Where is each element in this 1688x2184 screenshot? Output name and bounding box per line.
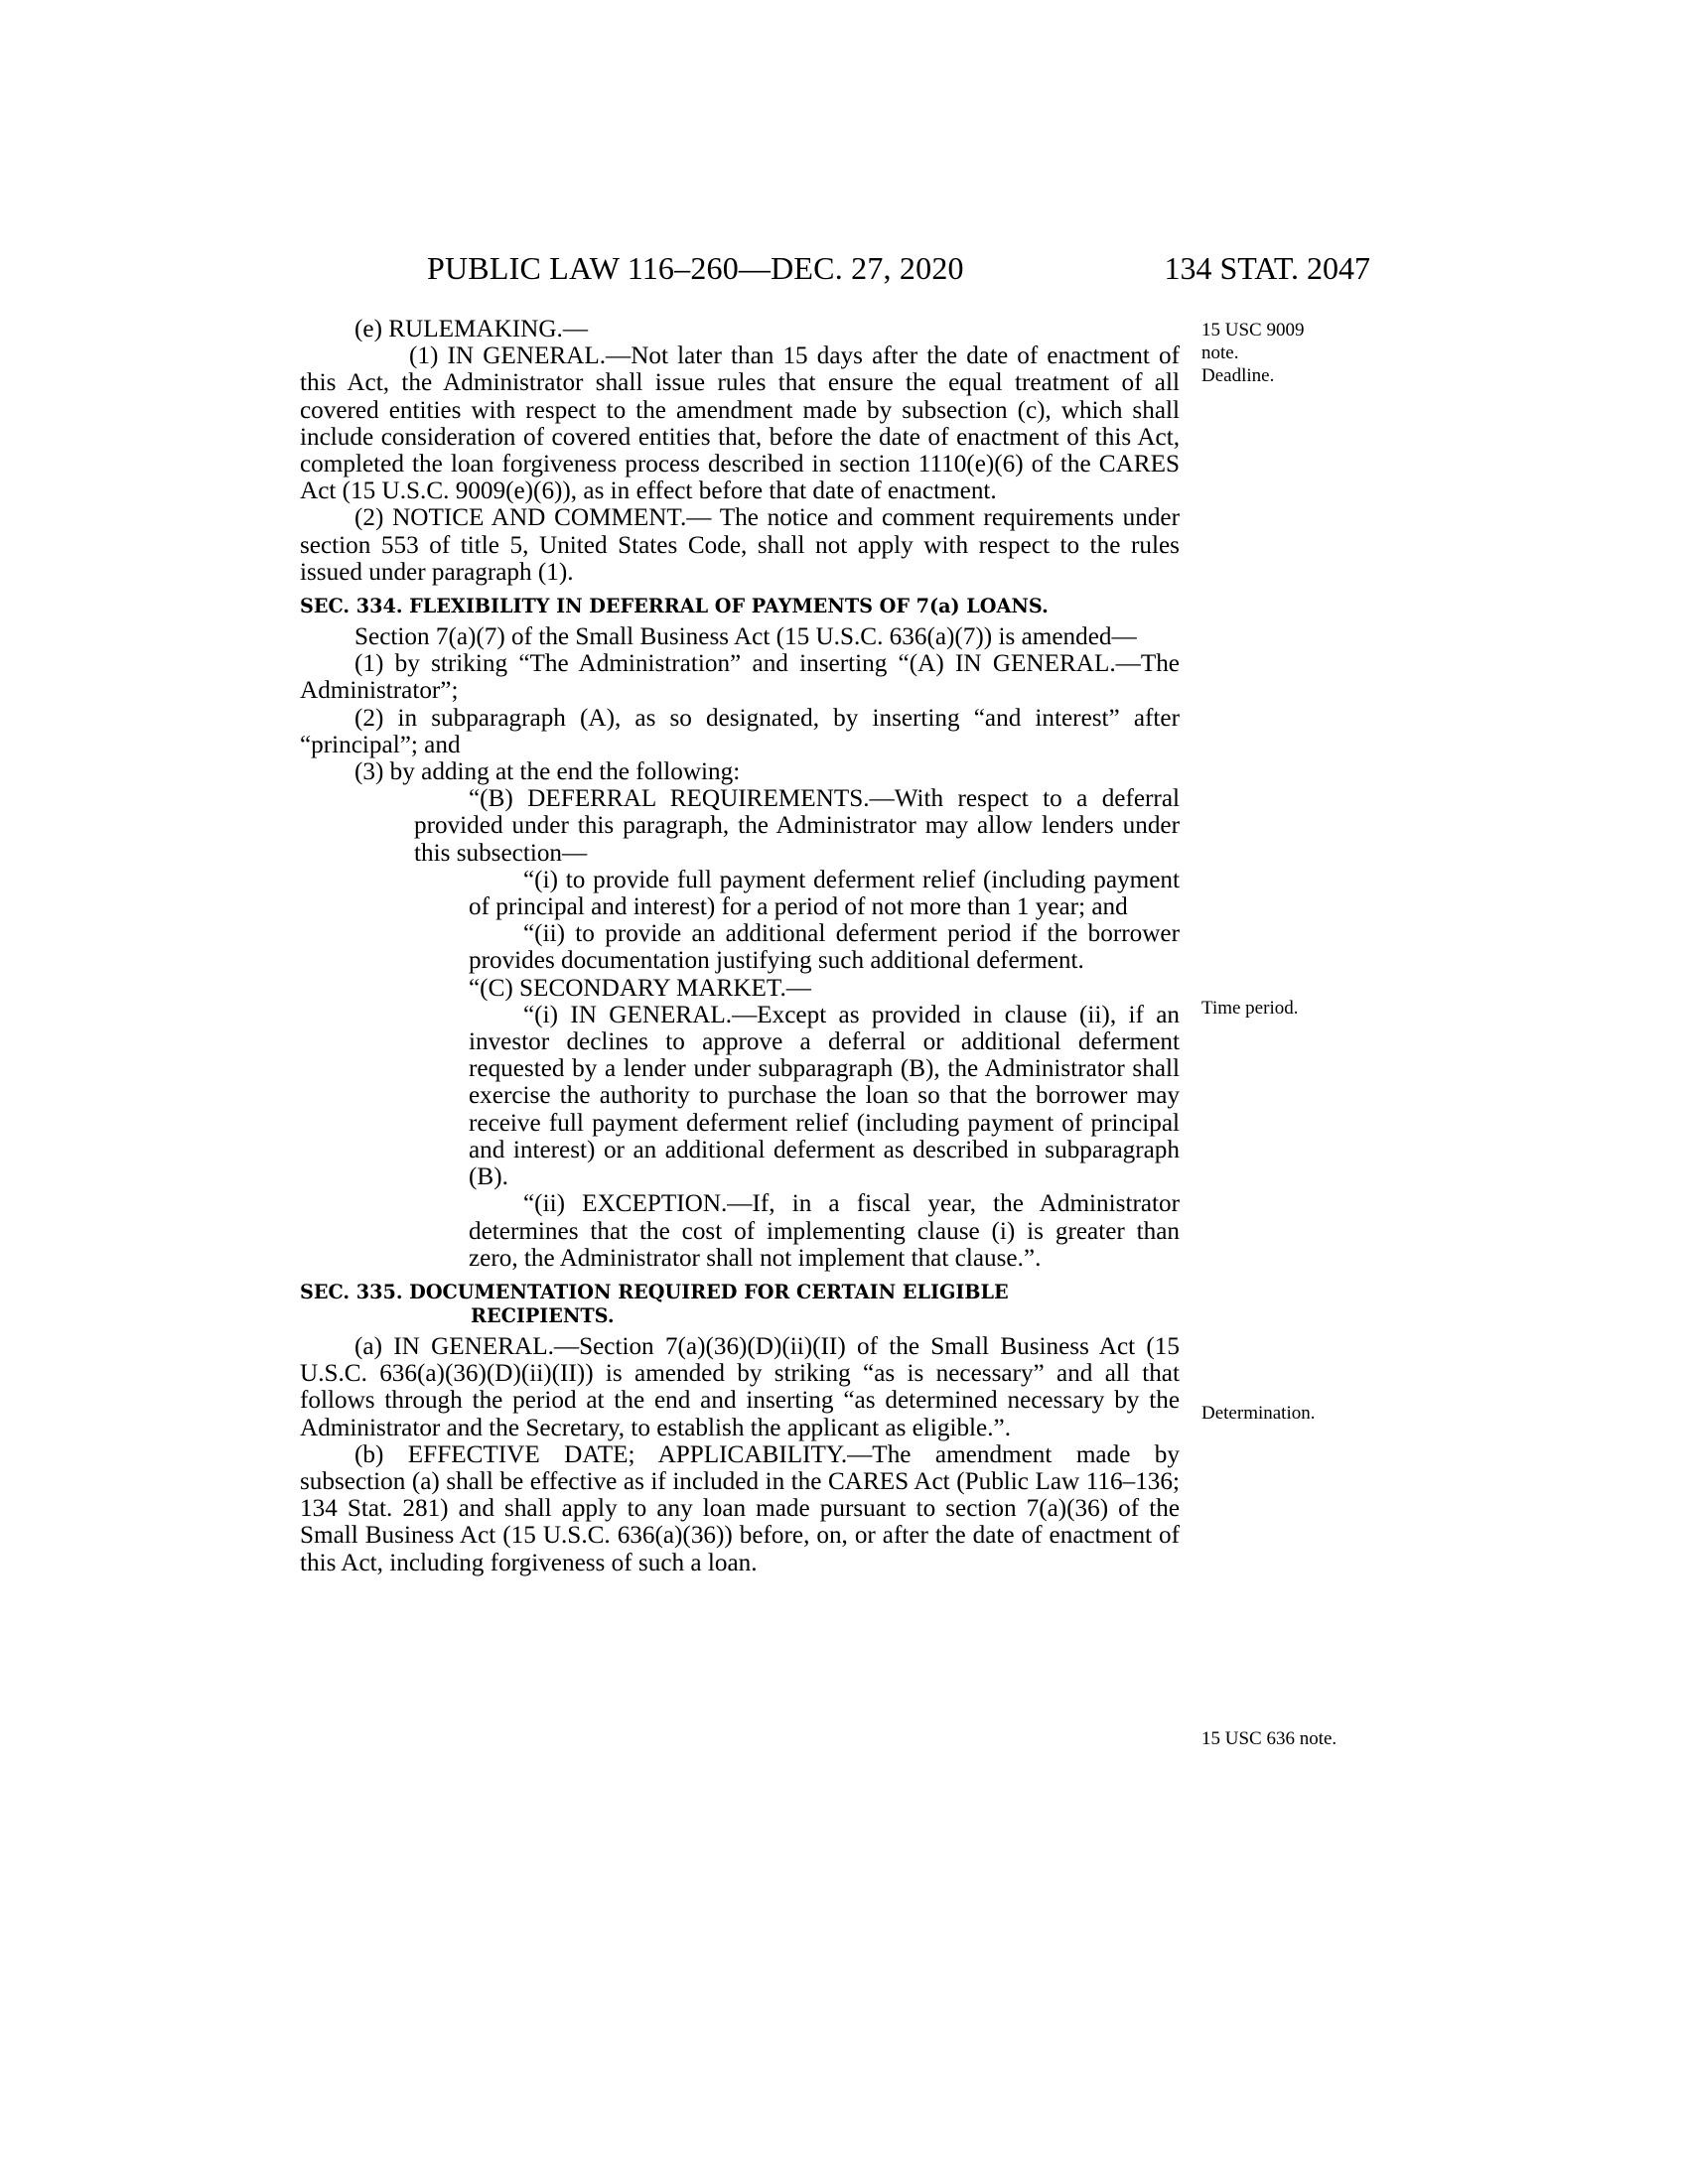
subparagraph-b: “(B) DEFERRAL REQUIREMENTS.—With respect to a deferral provided under this paragraph, the Administrator may allow lenders under this subsection— xyxy=(414,785,1180,867)
section-335-heading: SEC. 335. DOCUMENTATION REQUIRED FOR CERTAIN ELIGIBLE xyxy=(300,1280,1009,1303)
header-title: PUBLIC LAW 116–260—DEC. 27, 2020 xyxy=(427,250,964,286)
margin-note-note: note. xyxy=(1201,342,1239,363)
amendment-3: (3) by adding at the end the following: xyxy=(354,758,741,786)
paragraph-e2: (2) NOTICE AND COMMENT.— The notice and comment requirements under section 553 of title 5, United States Code, shall not apply with respect to the rules issued under paragraph (1). xyxy=(300,504,1180,586)
section-335-subsection-b: (b) EFFECTIVE DATE; APPLICABILITY.—The amendment made by subsection (a) shall be effective as if included in the CARES Act (Public Law 116–136; 134 Stat. 281) and shall apply to any loan made pursuant to section 7(a)(36) of the Small Business Act (15 U.S.C. 636(a)(36)) before, on, or after the date of enactment of this Act, including forgiveness of such a loan. xyxy=(300,1440,1180,1576)
amendment-2: (2) in subparagraph (A), as so designated, by inserting “and interest” after “principal”; and xyxy=(300,704,1180,758)
subsection-e-heading: (e) RULEMAKING.— xyxy=(354,316,589,342)
paragraph-e1: (1) IN GENERAL.—Not later than 15 days after the date of enactment of this Act, the Administrator shall issue rules that ensure the equal treatment of all covered entities with respect to the amendment made by subsection (c), which shall include consideration of covered entities that, before the date of enactment of this Act, completed the loan forgiveness process described in section 1110(e)(6) of the CARES Act (15 U.S.C. 9009(e)(6)), as in effect before that date of enactment. xyxy=(300,342,1180,505)
document-body xyxy=(300,316,1180,1576)
clause-c-i: “(i) IN GENERAL.—Except as provided in clause (ii), if an investor declines to approve a deferral or additional deferment requested by a lender under subparagraph (B), the Administrator shall exercise the authority to purchase the loan so that the borrower may receive full payment deferment relief (including payment of principal and interest) or an additional deferment as described in subparagraph (B). xyxy=(469,1001,1180,1191)
margin-note-deadline: Deadline. xyxy=(1201,365,1275,386)
header-statute-page: 134 STAT. 2047 xyxy=(1164,250,1370,286)
clause-b-ii: “(ii) to provide an additional deferment period if the borrower provides documentation justifying such additional deferment. xyxy=(469,920,1180,975)
clause-b-i: “(i) to provide full payment deferment relief (including payment of principal and interest) for a period of not more than 1 year; and xyxy=(469,866,1180,921)
margin-note-usc-9009: 15 USC 9009 xyxy=(1201,320,1305,341)
margin-note-time-period: Time period. xyxy=(1201,998,1299,1019)
section-334-heading: SEC. 334. FLEXIBILITY IN DEFERRAL OF PAYMENTS OF 7(a) LOANS. xyxy=(300,595,1049,618)
amendment-1: (1) by striking “The Administration” and inserting “(A) IN GENERAL.—The Administrator”; xyxy=(300,650,1180,705)
subparagraph-c-heading: “(C) SECONDARY MARKET.— xyxy=(469,974,811,1002)
page-header xyxy=(298,250,1370,290)
margin-note-usc-636: 15 USC 636 note. xyxy=(1201,1728,1337,1749)
margin-note-determination: Determination. xyxy=(1201,1403,1316,1424)
section-334-intro: Section 7(a)(7) of the Small Business Act (15 U.S.C. 636(a)(7)) is amended— xyxy=(354,623,1137,651)
section-335-subsection-a: (a) IN GENERAL.—Section 7(a)(36)(D)(ii)(II) of the Small Business Act (15 U.S.C. 636(a)(36)(D)(ii)(II)) is amended by striking “as is necessary” and all that follows through the period at the end and inserting “as determined necessary by the Administrator and the Secretary, to establish the applicant as eligible.”. xyxy=(300,1332,1180,1441)
section-335-heading-cont: RECIPIENTS. xyxy=(471,1303,615,1327)
clause-c-ii: “(ii) EXCEPTION.—If, in a fiscal year, the Administrator determines that the cost of implementing clause (i) is greater than zero, the Administrator shall not implement that clause.”. xyxy=(469,1190,1180,1272)
